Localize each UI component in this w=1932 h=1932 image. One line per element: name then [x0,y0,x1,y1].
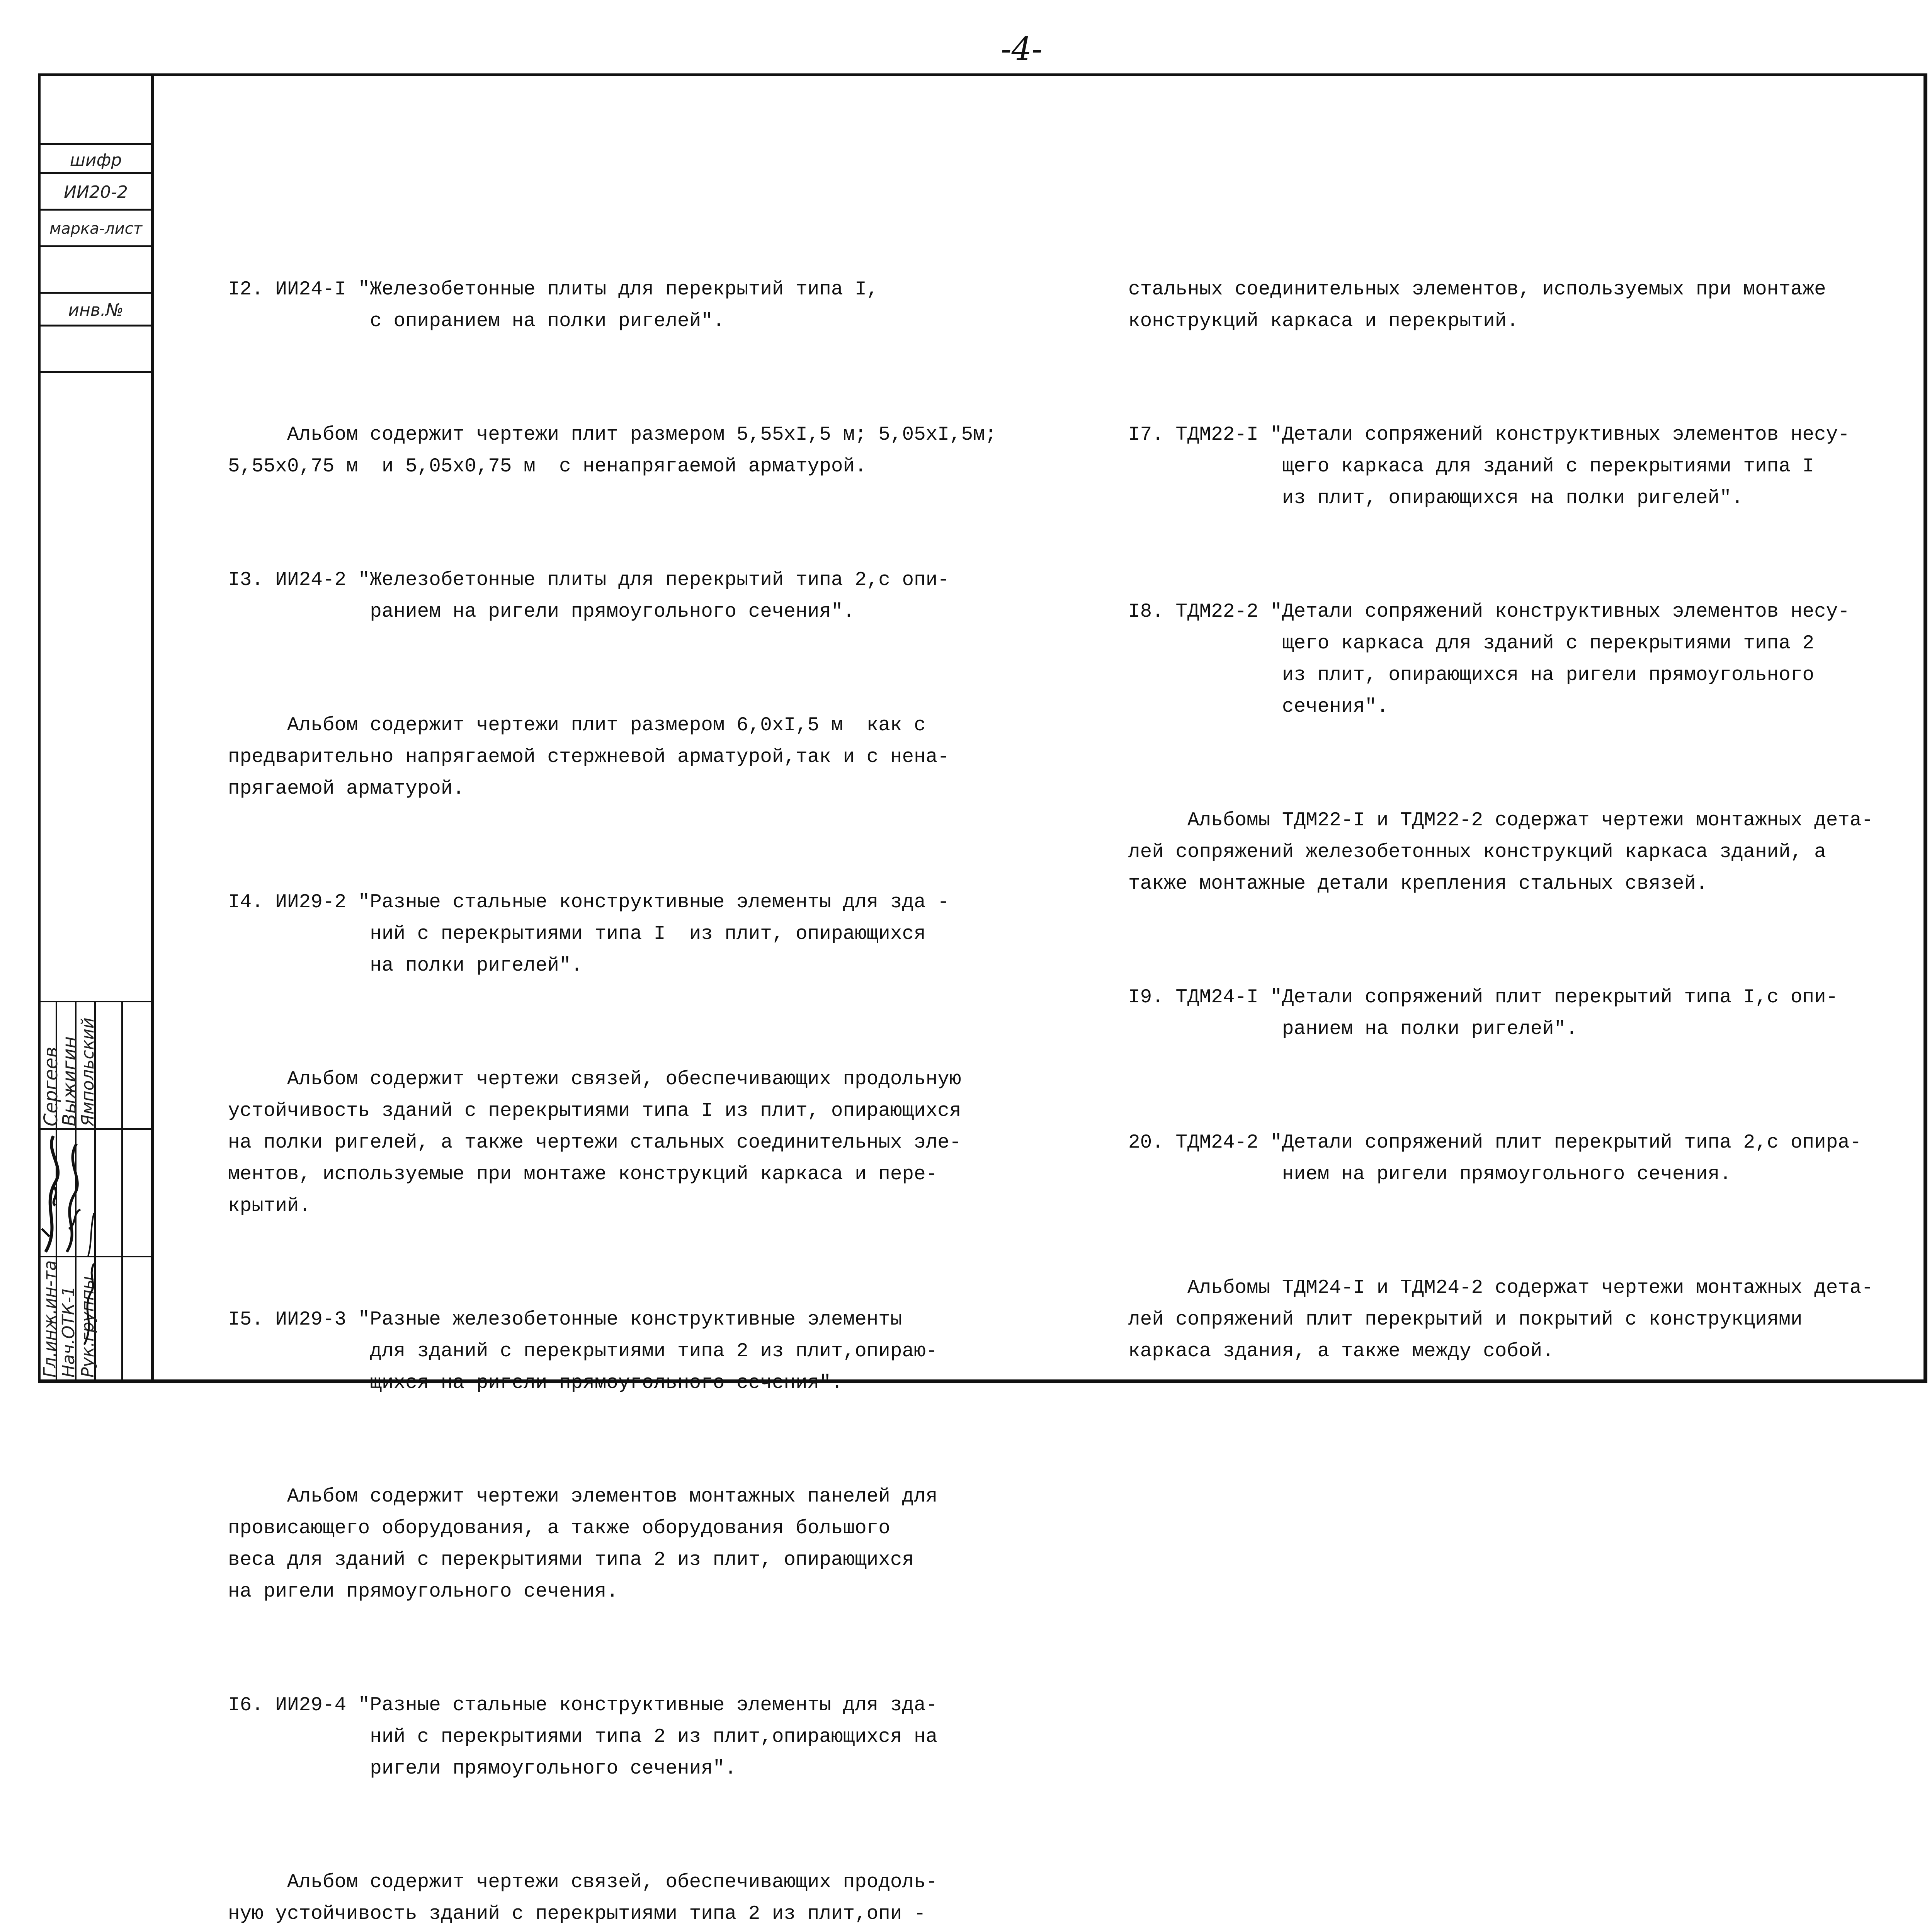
item-14-desc: Альбом содержит чертежи связей, обеспечивающих продольную устойчивость зданий с перекрытиями типа I из плит, опирающихся на полки ригелей, а также чертежи стальных соединительных эле- ментов, используемые при монтаже конструкций каркаса и пере- крытий. [228,1068,961,1217]
stamp-spacer [38,247,154,294]
item-18: I8. ТДМ22-2 "Детали сопряжений конструктивных элементов несу- щего каркаса для зданий с перекрытиями типа 2 из плит, опирающихся на ригели прямоугольного сечения". [1128,601,1850,718]
stamp-cipher-label: шифр [38,143,154,174]
item-12: I2. ИИ24-I "Железобетонные плиты для перекрытий типа I, с опиранием на полки ригелей". [228,279,879,332]
approval-block [38,1001,154,1383]
item-16: I6. ИИ29-4 "Разные стальные конструктивные элементы для зда- ний с перекрытиями типа 2 из плит,опирающихся на ригели прямоугольного сечения". [228,1694,938,1780]
approval-position-2: Нач.ОТК-1 [59,1286,78,1378]
continuation-16: стальных соединительных элементов, используемых при монтаже конструкций каркаса и перекрытий. [1128,279,1826,332]
approval-name-3: Ямпольский [78,1017,98,1126]
left-column [228,211,997,1932]
right-column [1128,211,1873,1418]
item-19: I9. ТДМ24-I "Детали сопряжений плит перекрытий типа I,с опи- ранием на полки ригелей". [1128,986,1838,1040]
signature-scribbles [38,1128,154,1383]
page-number: -4- [1001,31,1043,68]
stamp-inv-label: инв.№ [38,294,154,327]
items-19-20-desc: Альбомы ТДМ24-I и ТДМ24-2 содержат чертежи монтажных дета- лей сопряжений плит перекрытий и покрытий с конструкциями каркаса здания, а также между собой. [1128,1277,1874,1362]
approval-position-1: Гл.инж.ин-та [40,1260,60,1378]
stamp-cipher-value: ИИ20-2 [38,174,154,211]
stamp-marker-sheet: марка-лист [38,211,154,247]
item-12-desc: Альбом содержит чертежи плит размером 5,55хI,5 м; 5,05хI,5м; 5,55х0,75 м и 5,05х0,75 м с ненапрягаемой арматурой. [228,424,997,478]
item-17: I7. ТДМ22-I "Детали сопряжений конструктивных элементов несу- щего каркаса для зданий с перекрытиями типа I из плит, опирающихся на полки ригелей". [1128,424,1850,509]
item-15-desc: Альбом содержит чертежи элементов монтажных панелей для провисающего оборудования, а также оборудования большого веса для зданий с перекрытиями типа 2 из плит, опирающихся на ригели прямоугольного сечения. [228,1486,938,1603]
item-20: 20. ТДМ24-2 "Детали сопряжений плит перекрытий типа 2,с опира- нием на ригели прямоугольного сечения. [1128,1132,1862,1185]
item-16-desc: Альбом содержит чертежи связей, обеспечивающих продоль- ную устойчивость зданий с перекрытиями типа 2 из плит,опи - [228,1871,938,1925]
item-13: I3. ИИ24-2 "Железобетонные плиты для перекрытий типа 2,с опи- ранием на ригели прямоугольного сечения". [228,569,949,623]
approval-position-3: Рук.группы [78,1276,98,1378]
approval-name-2: Выжигин [59,1036,80,1126]
stamp-inv-value [38,327,154,373]
item-14: I4. ИИ29-2 "Разные стальные конструктивные элементы для зда - ний с перекрытиями типа I из плит, опирающихся на полки ригелей". [228,891,949,977]
item-15: I5. ИИ29-3 "Разные железобетонные конструктивные элементы для зданий с перекрытиями типа 2 из плит,опираю- щихся на ригели прямоугольного сечения". [228,1309,938,1394]
approval-name-1: Сергеев [40,1046,62,1126]
items-17-18-desc: Альбомы ТДМ22-I и ТДМ22-2 содержат чертежи монтажных дета- лей сопряжений железобетонных конструкций каркаса зданий, а также монтажные детали крепления стальных связей. [1128,810,1874,895]
item-13-desc: Альбом содержит чертежи плит размером 6,0хI,5 м как с предварительно напрягаемой стержневой арматурой,так и с нена- прягаемой арматурой. [228,714,949,800]
